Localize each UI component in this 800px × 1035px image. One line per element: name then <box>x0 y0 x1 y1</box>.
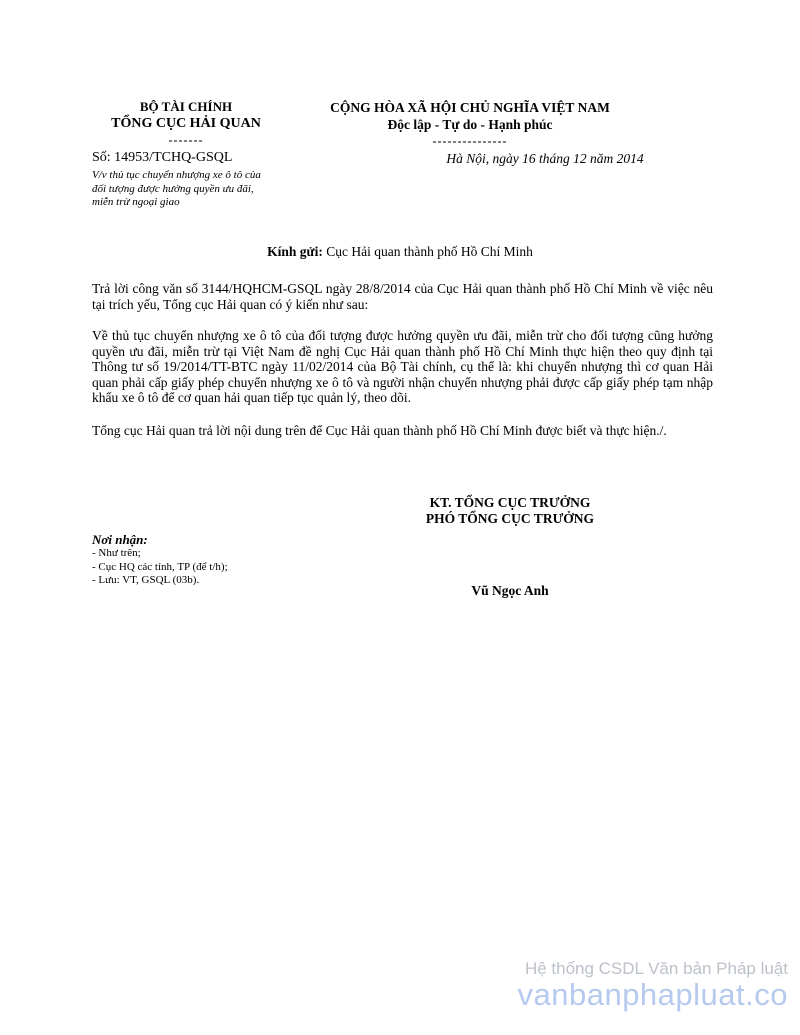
national-motto: Độc lập - Tự do - Hạnh phúc <box>387 117 553 132</box>
watermark-site-text: vanbanphapluat.co <box>517 977 788 1012</box>
recipients-list-item: - Lưu: VT, GSQL (03b). <box>92 574 200 586</box>
left-divider: ------- <box>168 133 204 147</box>
parent-org-name: BỘ TÀI CHÍNH <box>139 99 233 114</box>
watermark-source-text: Hệ thống CSDL Văn bản Pháp luật <box>524 959 788 978</box>
national-title: CỘNG HÒA XÃ HỘI CHỦ NGHĨA VIỆT NAM <box>330 100 610 115</box>
document-subject: V/v thủ tục chuyển nhượng xe ô tô của đối tượng được hưởng quyền ưu đãi, miễn trừ ngoại giao <box>92 169 261 208</box>
signer-name: Vũ Ngọc Anh <box>471 583 549 598</box>
recipient-line <box>0 244 800 260</box>
org-name: TỔNG CỤC HẢI QUAN <box>111 116 261 131</box>
signature-title-block <box>405 495 615 527</box>
recipients-list-item: - Cục HQ các tỉnh, TP (để t/h); <box>92 560 228 573</box>
place-date: Hà Nội, ngày 16 tháng 12 năm 2014 <box>446 151 644 166</box>
recipients-list-label: Nơi nhận: <box>92 532 148 547</box>
recipient-label: Kính gửi: <box>267 244 323 259</box>
recipients-list-block <box>92 532 342 588</box>
issuing-agency-block <box>88 98 284 149</box>
body-paragraph-3: Tổng cục Hải quan trả lời nội dung trên để Cục Hải quan thành phố Hồ Chí Minh được biết và thực hiện./. <box>92 423 667 438</box>
national-header-block <box>322 99 618 150</box>
signature-title-line1: KT. TỔNG CỤC TRƯỞNG <box>429 495 591 510</box>
body-paragraph-1: Trả lời công văn số 3144/HQHCM-GSQL ngày 28/8/2014 của Cục Hải quan thành phố Hồ Chí Minh về việc nêu tại trích yếu, Tổng cục Hải quan có ý kiến như sau: <box>92 281 713 312</box>
recipients-list-item: - Như trên; <box>92 547 141 559</box>
watermark <box>517 960 788 1011</box>
body-paragraph-2: Về thủ tục chuyển nhượng xe ô tô của đối tượng được hưởng quyền ưu đãi, miễn trừ cho đối tượng cũng hưởng quyền ưu đãi, miễn trừ tại Việt Nam đề nghị Cục Hải quan thành phố Hồ Chí Minh thực hiện theo quy định tại Thông tư số 19/2014/TT-BTC ngày 11/02/2014 của Bộ Tài chính, cụ thể là: khi chuyển nhượng thì cơ quan Hải quan phải cấp giấy phép chuyển nhượng xe ô tô và người nhận chuyển nhượng phải được cấp giấy phép tạm nhập khẩu xe ô tô để cơ quan hải quan tiếp tục quản lý, theo dõi. <box>92 328 713 406</box>
document-number: Số: 14953/TCHQ-GSQL <box>92 150 233 165</box>
recipient-value: Cục Hải quan thành phố Hồ Chí Minh <box>322 244 533 259</box>
right-divider: --------------- <box>432 134 508 148</box>
signature-title-line2: PHÓ TỔNG CỤC TRƯỞNG <box>425 511 595 526</box>
